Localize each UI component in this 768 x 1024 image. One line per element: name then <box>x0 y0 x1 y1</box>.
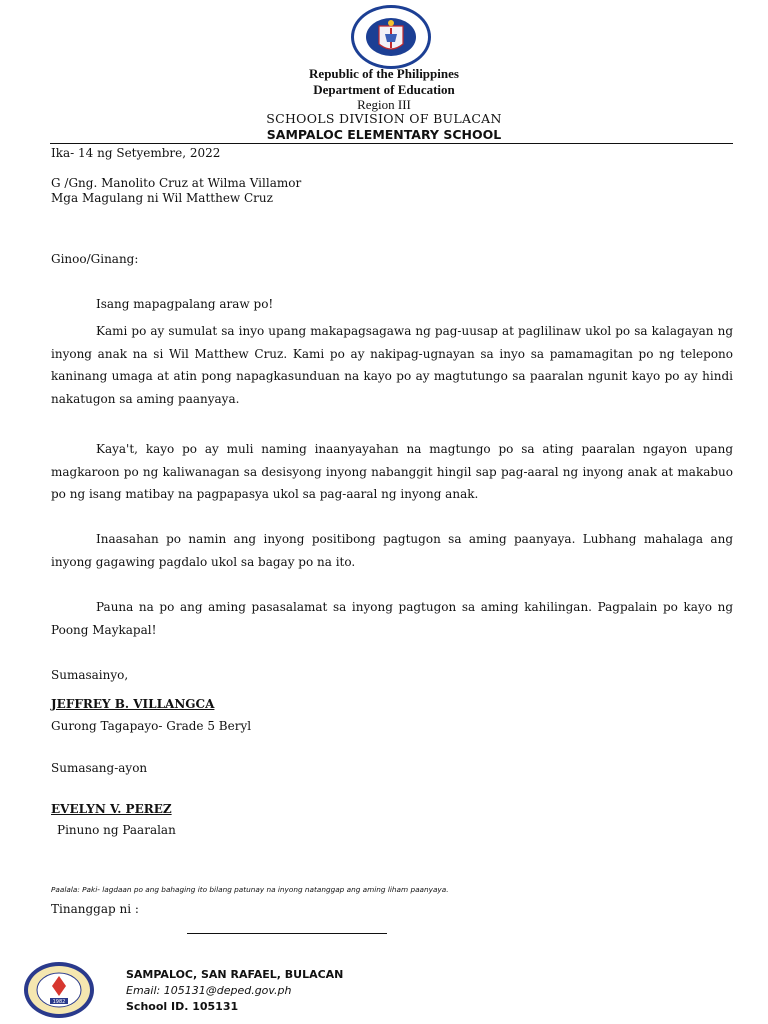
signer-2-title: Pinuno ng Paaralan <box>57 823 176 837</box>
signer-1-name: JEFFREY B. VILLANGCA <box>51 697 215 711</box>
school-logo <box>22 960 96 1020</box>
school-logo-year: 1982 <box>52 999 66 1005</box>
signer-2-name: EVELYN V. PEREZ <box>51 802 172 816</box>
body-paragraph-4-text: Pauna na po ang aming pasasalamat sa inyong pagtugon sa aming kahilingan. Pagpalain po kayo ng Poong Maykapal! <box>51 600 733 637</box>
salutation: Ginoo/Ginang: <box>51 252 139 266</box>
footer-address: SAMPALOC, SAN RAFAEL, BULACAN <box>126 968 344 981</box>
signature-line <box>187 933 387 934</box>
greeting: Isang mapagpalang araw po! <box>96 297 274 311</box>
body-paragraph-3-text: Inaasahan po namin ang inyong positibong pagtugon sa aming paanyaya. Lubhang mahalaga ang inyong gagawing pagdalo ukol sa bagay po na ito. <box>51 532 733 569</box>
recipient-line-2: Mga Magulang ni Wil Matthew Cruz <box>51 191 273 205</box>
body-paragraph-1 <box>51 320 733 411</box>
letter-date: Ika- 14 ng Setyembre, 2022 <box>51 146 221 160</box>
region-heading: Region III <box>357 97 411 112</box>
body-paragraph-2-text: Kaya't, kayo po ay muli naming inaanyayahan na magtungo po sa ating paaralan ngayon upang magkaroon po ng kaliwanagan sa desisyong inyong nabanggit hingil sap pag-aaral ng inyong anak at makabuo po ng isang matibay na pagpapasya ukol sa pag-aaral ng inyong anak. <box>51 442 733 502</box>
school-heading: SAMPALOC ELEMENTARY SCHOOL <box>266 127 502 142</box>
header-divider <box>50 143 733 144</box>
recipient-line-1: G /Gng. Manolito Cruz at Wilma Villamor <box>51 176 302 190</box>
deped-seal-logo <box>349 4 433 70</box>
division-heading: SCHOOLS DIVISION OF BULACAN <box>266 111 502 126</box>
body-paragraph-1-text: Kami po ay sumulat sa inyo upang makapagsagawa ng pag-uusap at paglilinaw ukol po sa kalagayan ng inyong anak na si Wil Matthew Cruz. Kami po ay nakipag-ugnayan sa inyo sa pamamagitan po ng telepono kaninang umaga at atin pong napagkasunduan na kayo po ay magtutungo sa paaralan ngunit kayo po ay hindi nakatugon sa aming paanyaya. <box>51 324 733 407</box>
department-heading: Department of Education <box>313 82 455 97</box>
signer-1-title: Gurong Tagapayo- Grade 5 Beryl <box>51 719 252 733</box>
body-paragraph-3 <box>51 528 733 573</box>
received-by-label: Tinanggap ni : <box>51 902 139 916</box>
body-paragraph-4 <box>51 596 733 641</box>
closing: Sumasainyo, <box>51 668 129 682</box>
republic-heading: Republic of the Philippines <box>309 66 459 81</box>
reminder-note: Paalala: Paki- lagdaan po ang bahaging ito bilang patunay na inyong natanggap ang aming liham paanyaya. <box>51 885 449 894</box>
approval-label: Sumasang-ayon <box>51 761 148 775</box>
footer-info <box>126 967 343 1015</box>
footer-email: Email: 105131@deped.gov.ph <box>126 984 292 997</box>
body-paragraph-2 <box>51 438 733 506</box>
footer-school-id: School ID. 105131 <box>126 1000 239 1013</box>
